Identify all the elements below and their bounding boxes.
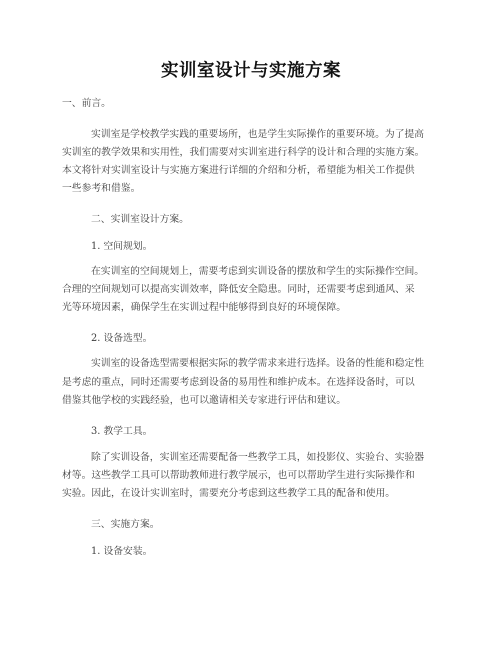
subheading-space: 1. 空间规划。: [91, 241, 153, 252]
paragraph-line: 除了实训设备，实训室还需要配备一些教学工具，如投影仪、实验台、实验器: [91, 452, 425, 463]
paragraph-line: 是考虑的重点，同时还需要考虑到设备的易用性和维护成本。在选择设备时，可以: [62, 377, 415, 388]
subheading-install: 1. 设备安装。: [91, 546, 153, 557]
paragraph-line: 本文将针对实训室设计与实施方案进行详细的介绍和分析，希望能为相关工作提供: [62, 165, 415, 176]
paragraph-line: 实训室的教学效果和实用性，我们需要对实训室进行科学的设计和合理的实施方案。: [62, 147, 425, 158]
paragraph-line: 实训室的设备选型需要根据实际的教学需求来进行选择。设备的性能和稳定性: [91, 358, 425, 369]
paragraph-line: 实训室是学校教学实践的重要场所，也是学生实际操作的重要环境。为了提高: [91, 129, 425, 140]
section-heading-preface: 一、前言。: [62, 98, 111, 109]
document-title: 实训室设计与实施方案: [161, 61, 341, 81]
section-heading-design: 二、实训室设计方案。: [91, 214, 189, 225]
subheading-equipment: 2. 设备选型。: [91, 333, 153, 344]
section-heading-implementation: 三、实施方案。: [91, 519, 160, 530]
paragraph-line: 借鉴其他学校的实践经验，也可以邀请相关专家进行评估和建议。: [62, 395, 347, 406]
paragraph-line: 一些参考和借鉴。: [62, 183, 141, 194]
paragraph-line: 实验。因此，在设计实训室时，需要充分考虑到这些教学工具的配备和使用。: [62, 488, 396, 499]
paragraph-line: 材等。这些教学工具可以帮助教师进行教学展示，也可以帮助学生进行实际操作和: [62, 470, 415, 481]
paragraph-line: 光等环境因素，确保学生在实训过程中能够得到良好的环境保障。: [62, 302, 347, 313]
subheading-tools: 3. 教学工具。: [91, 426, 153, 437]
paragraph-line: 在实训室的空间规划上，需要考虑到实训设备的摆放和学生的实际操作空间。: [91, 266, 425, 277]
paragraph-line: 合理的空间规划可以提高实训效率，降低安全隐患。同时，还需要考虑到通风、采: [62, 284, 415, 295]
